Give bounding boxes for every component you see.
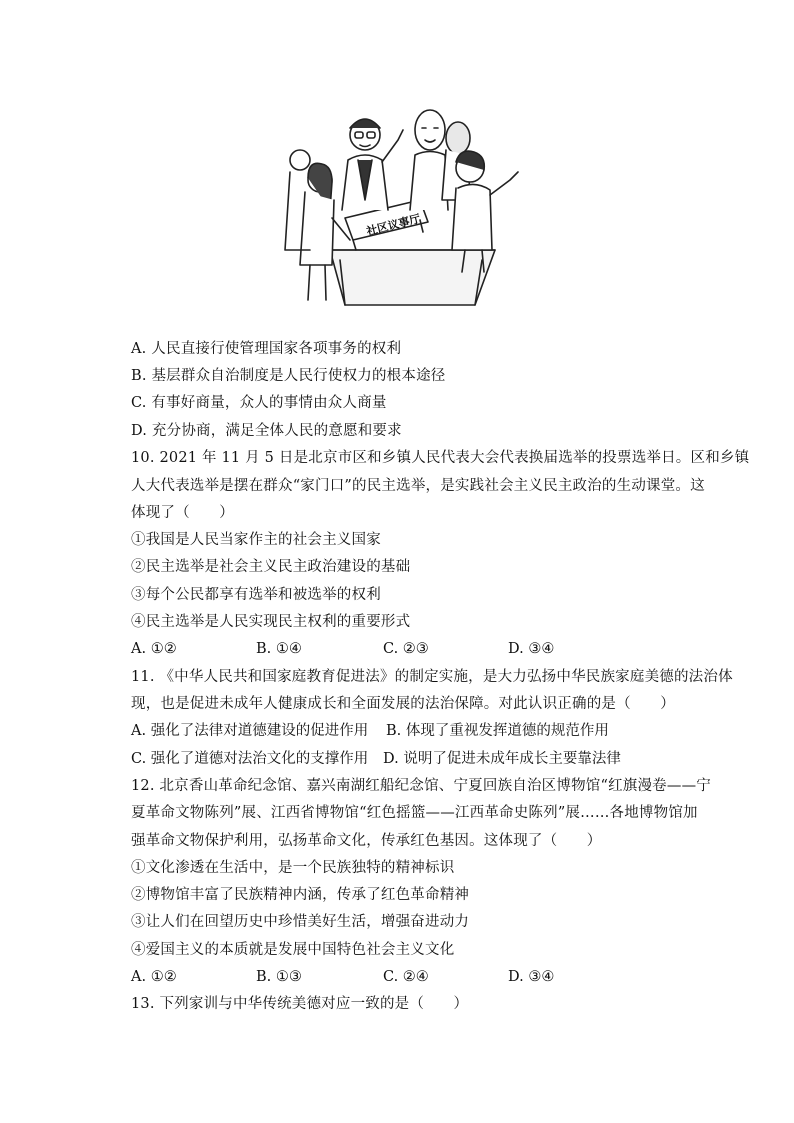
q10-item-4: ④民主选举是人民实现民主权利的重要形式 xyxy=(131,614,411,630)
q11-stem-line-1: 11. 《中华人民共和国家庭教育促进法》的制定实施，是大力弘扬中华民族家庭美德的法治体 xyxy=(131,669,733,685)
q12-item-3: ③让人们在回望历史中珍惜美好生活，增强奋进动力 xyxy=(131,914,470,930)
q10-option-b: B. ①④ xyxy=(256,641,302,657)
q12-stem-line-1: 12. 北京香山革命纪念馆、嘉兴南湖红船纪念馆、宁夏回族自治区博物馆“红旗漫卷——宁 xyxy=(131,778,711,794)
q11-option-d: D. 说明了促进未成年成长主要靠法律 xyxy=(383,751,621,767)
q10-option-d: D. ③④ xyxy=(508,641,555,657)
q10-options xyxy=(131,639,691,659)
q13-stem: 13. 下列家训与中华传统美德对应一致的是（ ） xyxy=(131,996,469,1012)
q11-option-b: B. 体现了重视发挥道德的规范作用 xyxy=(386,723,609,739)
q9-option-a: A. 人民直接行使管理国家各项事务的权利 xyxy=(131,341,402,357)
q10-item-2: ②民主选举是社会主义民主政治建设的基础 xyxy=(131,559,411,575)
q11-options-row-1 xyxy=(131,721,691,741)
q12-option-d: D. ③④ xyxy=(508,969,555,985)
q12-item-4: ④爱国主义的本质就是发展中国特色社会主义文化 xyxy=(131,942,455,958)
q12-item-2: ②博物馆丰富了民族精神内涵，传承了红色革命精神 xyxy=(131,887,470,903)
q12-option-b: B. ①③ xyxy=(256,969,302,985)
q11-options-row-2 xyxy=(131,749,691,769)
q10-stem-line-1: 10. 2021 年 11 月 5 日是北京市区和乡镇人民代表大会代表换届选举的投票选举日。区和乡镇 xyxy=(131,450,750,466)
q11-stem-line-2: 现，也是促进未成年人健康成长和全面发展的法治保障。对此认识正确的是（ ） xyxy=(131,696,675,712)
q10-stem-line-2: 人大代表选举是摆在群众“家门口”的民主选举，是实践社会主义民主政治的生动课堂。这 xyxy=(131,478,705,494)
q10-item-1: ①我国是人民当家作主的社会主义国家 xyxy=(131,532,381,548)
q11-option-c: C. 强化了道德对法治文化的支撑作用 xyxy=(131,751,369,767)
q9-option-b: B. 基层群众自治制度是人民行使权力的根本途径 xyxy=(131,368,446,384)
community-council-illustration xyxy=(270,100,525,310)
q9-option-d: D. 充分协商，满足全体人民的意愿和要求 xyxy=(131,423,402,439)
q10-item-3: ③每个公民都享有选举和被选举的权利 xyxy=(131,587,381,603)
q12-option-c: C. ②④ xyxy=(383,969,429,985)
q12-stem-line-2: 夏革命文物陈列”展、江西省博物馆“红色摇篮——江西革命史陈列”展……各地博物馆加 xyxy=(131,805,698,821)
q12-options xyxy=(131,967,691,987)
q10-option-a: A. ①② xyxy=(131,641,177,657)
q12-stem-line-3: 强革命文物保护利用，弘扬革命文化，传承红色基因。这体现了（ ） xyxy=(131,833,602,849)
q9-option-c: C. 有事好商量，众人的事情由众人商量 xyxy=(131,395,387,411)
q12-option-a: A. ①② xyxy=(131,969,177,985)
q11-option-a: A. 强化了法律对道德建设的促进作用 xyxy=(131,723,369,739)
q10-stem-line-3: 体现了（ ） xyxy=(131,505,234,521)
q10-option-c: C. ②③ xyxy=(383,641,429,657)
sign-text: 社区议事厅 xyxy=(365,212,422,239)
q12-item-1: ①文化渗透在生活中，是一个民族独特的精神标识 xyxy=(131,860,455,876)
